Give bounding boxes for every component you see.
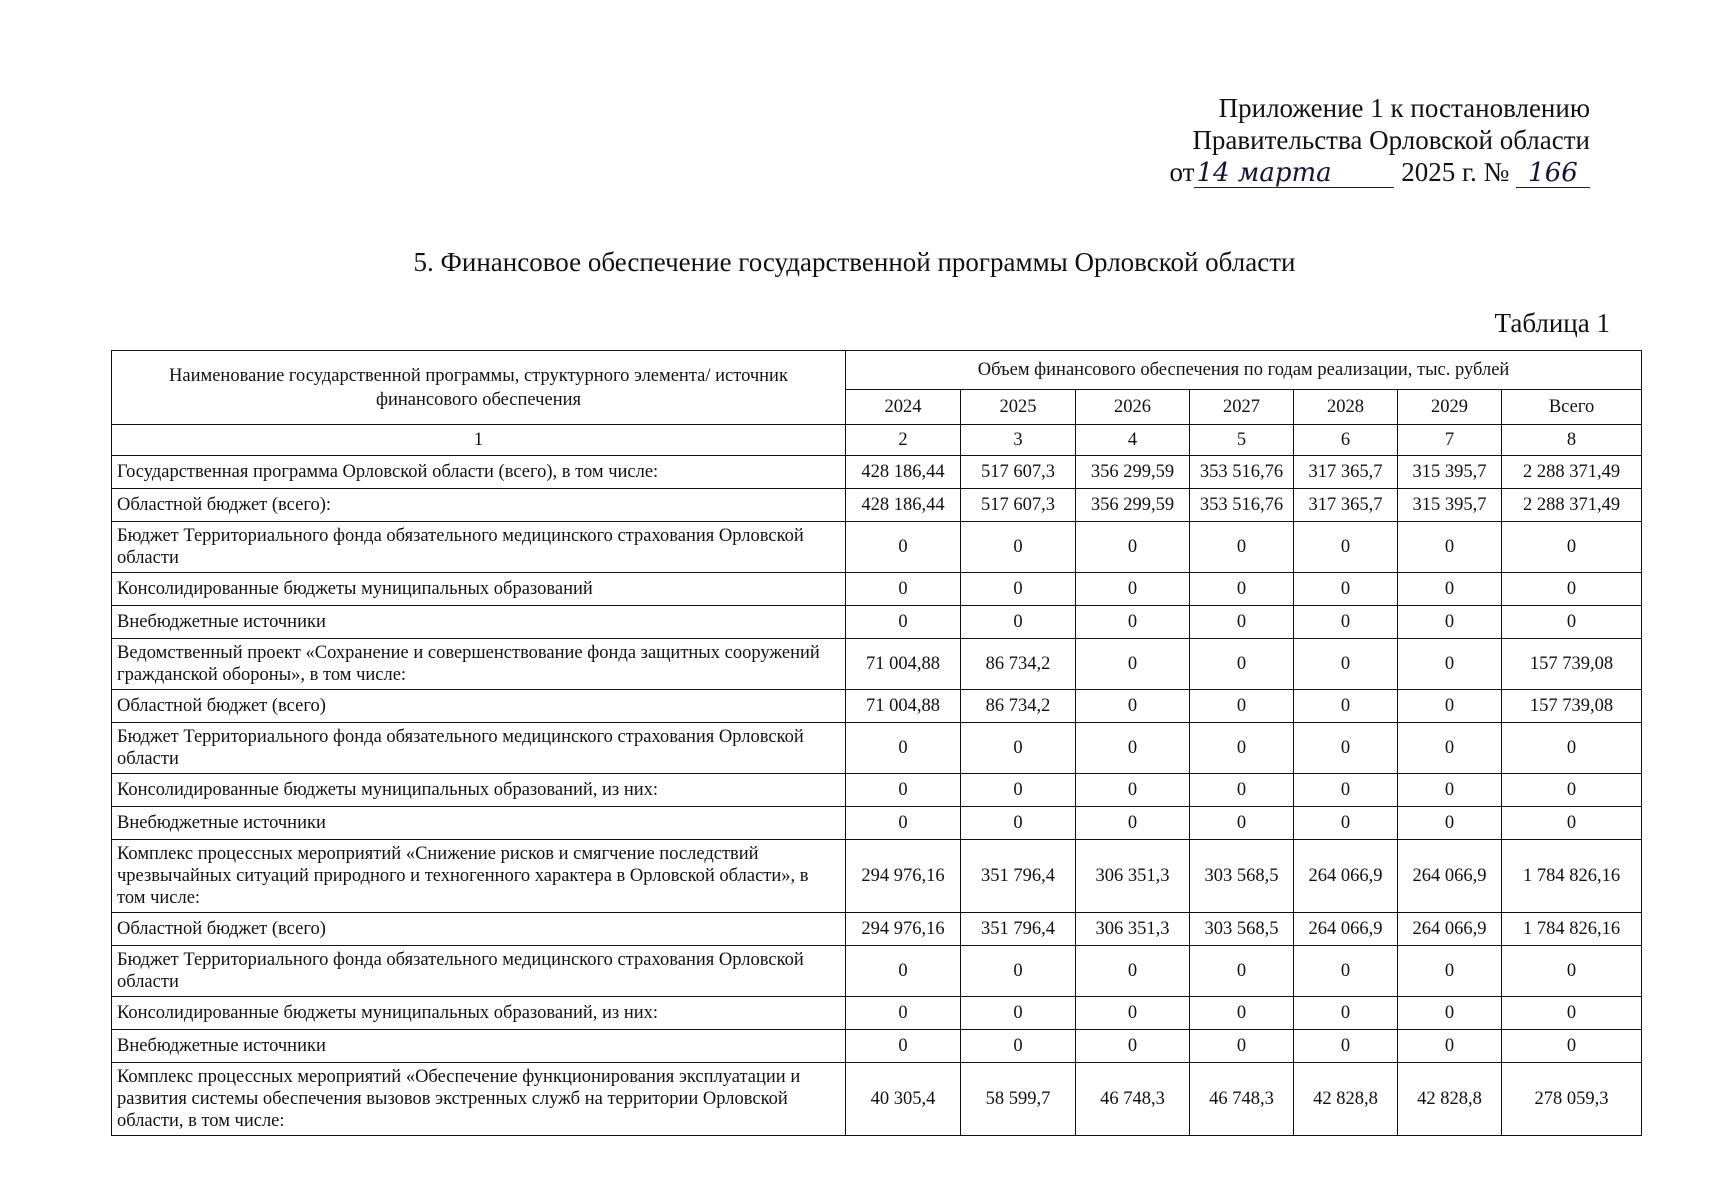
annex-block — [1090, 92, 1590, 188]
table-row — [112, 489, 1642, 522]
value-cell: 0 — [1076, 690, 1190, 723]
value-cell: 0 — [1294, 946, 1398, 997]
row-name: Внебюджетные источники — [112, 807, 846, 840]
value-cell: 0 — [1502, 573, 1642, 606]
year-header: 2026 — [1076, 390, 1190, 425]
value-cell: 278 059,3 — [1502, 1063, 1642, 1136]
value-cell: 0 — [1294, 807, 1398, 840]
row-name: Бюджет Территориального фонда обязательного медицинского страхования Орловской области — [112, 723, 846, 774]
value-cell: 0 — [1190, 807, 1294, 840]
value-cell: 294 976,16 — [846, 913, 961, 946]
value-cell: 0 — [961, 807, 1076, 840]
table-row — [112, 1063, 1642, 1136]
value-cell: 0 — [1076, 639, 1190, 690]
value-cell: 42 828,8 — [1398, 1063, 1502, 1136]
value-cell: 356 299,59 — [1076, 456, 1190, 489]
value-cell: 0 — [1398, 573, 1502, 606]
row-name: Ведомственный проект «Сохранение и совершенствование фонда защитных сооружений гражданской обороны», в том числе: — [112, 639, 846, 690]
value-cell: 0 — [846, 573, 961, 606]
value-cell: 0 — [846, 1030, 961, 1063]
value-cell: 0 — [1294, 997, 1398, 1030]
value-cell: 0 — [1398, 1030, 1502, 1063]
value-cell: 264 066,9 — [1294, 913, 1398, 946]
value-cell: 0 — [1294, 774, 1398, 807]
value-cell: 353 516,76 — [1190, 456, 1294, 489]
value-cell: 0 — [1076, 946, 1190, 997]
value-cell: 0 — [1294, 606, 1398, 639]
value-cell: 517 607,3 — [961, 456, 1076, 489]
value-cell: 428 186,44 — [846, 489, 961, 522]
year-header: 2024 — [846, 390, 961, 425]
value-cell: 0 — [1076, 522, 1190, 573]
value-cell: 294 976,16 — [846, 840, 961, 913]
table-row — [112, 723, 1642, 774]
value-cell: 0 — [961, 573, 1076, 606]
year-header: Всего — [1502, 390, 1642, 425]
value-cell: 0 — [1294, 1030, 1398, 1063]
value-cell: 0 — [1190, 946, 1294, 997]
value-cell: 317 365,7 — [1294, 456, 1398, 489]
value-cell: 353 516,76 — [1190, 489, 1294, 522]
column-number: 6 — [1294, 425, 1398, 456]
value-cell: 0 — [846, 946, 961, 997]
table-row — [112, 690, 1642, 723]
row-name: Областной бюджет (всего) — [112, 690, 846, 723]
value-cell: 0 — [1398, 522, 1502, 573]
section-heading: 5. Финансовое обеспечение государственной программы Орловской области — [413, 247, 1296, 277]
row-name: Консолидированные бюджеты муниципальных образований, из них: — [112, 774, 846, 807]
value-cell: 0 — [1190, 606, 1294, 639]
value-cell: 0 — [1076, 997, 1190, 1030]
value-cell: 71 004,88 — [846, 690, 961, 723]
annex-year: 2025 г. № — [1401, 157, 1510, 187]
value-cell: 2 288 371,49 — [1502, 489, 1642, 522]
table-row — [112, 456, 1642, 489]
value-cell: 0 — [1294, 723, 1398, 774]
row-name: Консолидированные бюджеты муниципальных образований — [112, 573, 846, 606]
value-cell: 264 066,9 — [1294, 840, 1398, 913]
value-cell: 0 — [1398, 807, 1502, 840]
value-cell: 40 305,4 — [846, 1063, 961, 1136]
annex-line-2: Правительства Орловской области — [1192, 125, 1590, 155]
value-cell: 0 — [1502, 774, 1642, 807]
value-cell: 303 568,5 — [1190, 840, 1294, 913]
table-row — [112, 639, 1642, 690]
value-cell: 0 — [1190, 522, 1294, 573]
annex-line-3 — [1090, 156, 1590, 188]
annex-line-1: Приложение 1 к постановлению — [1218, 93, 1590, 123]
value-cell: 157 739,08 — [1502, 639, 1642, 690]
value-cell: 2 288 371,49 — [1502, 456, 1642, 489]
column-number: 2 — [846, 425, 961, 456]
value-cell: 0 — [1398, 774, 1502, 807]
value-cell: 58 599,7 — [961, 1063, 1076, 1136]
value-cell: 0 — [1502, 807, 1642, 840]
table-row — [112, 913, 1642, 946]
value-cell: 0 — [1076, 774, 1190, 807]
table-row — [112, 1030, 1642, 1063]
handwritten-number: 166 — [1516, 159, 1590, 188]
table-row — [112, 573, 1642, 606]
column-number: 5 — [1190, 425, 1294, 456]
value-cell: 0 — [1190, 1030, 1294, 1063]
value-cell: 0 — [961, 1030, 1076, 1063]
value-cell: 0 — [961, 997, 1076, 1030]
volume-header: Объем финансового обеспечения по годам реализации, тыс. рублей — [846, 351, 1642, 390]
value-cell: 351 796,4 — [961, 913, 1076, 946]
annex-prefix: от — [1169, 157, 1195, 187]
value-cell: 0 — [1502, 723, 1642, 774]
value-cell: 157 739,08 — [1502, 690, 1642, 723]
year-header: 2027 — [1190, 390, 1294, 425]
column-number: 4 — [1076, 425, 1190, 456]
value-cell: 0 — [1076, 723, 1190, 774]
value-cell: 0 — [1294, 573, 1398, 606]
value-cell: 0 — [846, 997, 961, 1030]
table-row — [112, 946, 1642, 997]
value-cell: 0 — [1398, 639, 1502, 690]
value-cell: 264 066,9 — [1398, 840, 1502, 913]
value-cell: 0 — [846, 774, 961, 807]
column-number: 8 — [1502, 425, 1642, 456]
value-cell: 517 607,3 — [961, 489, 1076, 522]
value-cell: 0 — [846, 807, 961, 840]
column-number: 3 — [961, 425, 1076, 456]
value-cell: 0 — [1076, 807, 1190, 840]
value-cell: 0 — [1076, 573, 1190, 606]
value-cell: 0 — [1294, 522, 1398, 573]
value-cell: 0 — [1502, 946, 1642, 997]
value-cell: 0 — [1398, 997, 1502, 1030]
value-cell: 0 — [1190, 723, 1294, 774]
value-cell: 0 — [1190, 690, 1294, 723]
value-cell: 1 784 826,16 — [1502, 913, 1642, 946]
value-cell: 0 — [1502, 606, 1642, 639]
row-name: Областной бюджет (всего) — [112, 913, 846, 946]
value-cell: 0 — [846, 606, 961, 639]
value-cell: 0 — [961, 774, 1076, 807]
value-cell: 0 — [1398, 690, 1502, 723]
value-cell: 428 186,44 — [846, 456, 961, 489]
table-row — [112, 522, 1642, 573]
table-row — [112, 840, 1642, 913]
row-name: Бюджет Территориального фонда обязательного медицинского страхования Орловской области — [112, 522, 846, 573]
value-cell: 264 066,9 — [1398, 913, 1502, 946]
value-cell: 0 — [1190, 997, 1294, 1030]
value-cell: 0 — [1502, 522, 1642, 573]
value-cell: 1 784 826,16 — [1502, 840, 1642, 913]
value-cell: 0 — [961, 723, 1076, 774]
value-cell: 0 — [1502, 1030, 1642, 1063]
value-cell: 0 — [1190, 639, 1294, 690]
value-cell: 0 — [1398, 946, 1502, 997]
value-cell: 0 — [1398, 606, 1502, 639]
value-cell: 315 395,7 — [1398, 489, 1502, 522]
table-row — [112, 774, 1642, 807]
value-cell: 0 — [961, 522, 1076, 573]
value-cell: 0 — [961, 606, 1076, 639]
row-name: Консолидированные бюджеты муниципальных образований, из них: — [112, 997, 846, 1030]
value-cell: 0 — [1190, 774, 1294, 807]
value-cell: 86 734,2 — [961, 639, 1076, 690]
value-cell: 0 — [846, 522, 961, 573]
row-name: Бюджет Территориального фонда обязательного медицинского страхования Орловской области — [112, 946, 846, 997]
value-cell: 0 — [1190, 573, 1294, 606]
value-cell: 0 — [1398, 723, 1502, 774]
value-cell: 42 828,8 — [1294, 1063, 1398, 1136]
year-header: 2029 — [1398, 390, 1502, 425]
value-cell: 46 748,3 — [1076, 1063, 1190, 1136]
row-name: Комплекс процессных мероприятий «Обеспечение функционирования эксплуатации и развития системы обеспечения вызовов экстренных служб на территории Орловской области, в том числе: — [112, 1063, 846, 1136]
row-name: Внебюджетные источники — [112, 1030, 846, 1063]
table-caption: Таблица 1 — [1494, 308, 1610, 338]
row-name: Внебюджетные источники — [112, 606, 846, 639]
value-cell: 317 365,7 — [1294, 489, 1398, 522]
value-cell: 306 351,3 — [1076, 913, 1190, 946]
value-cell: 315 395,7 — [1398, 456, 1502, 489]
table-row — [112, 807, 1642, 840]
value-cell: 0 — [1294, 639, 1398, 690]
table-body — [112, 425, 1642, 1136]
year-header: 2028 — [1294, 390, 1398, 425]
value-cell: 303 568,5 — [1190, 913, 1294, 946]
value-cell: 0 — [961, 946, 1076, 997]
table-row — [112, 606, 1642, 639]
row-name: Комплекс процессных мероприятий «Снижение рисков и смягчение последствий чрезвычайных ситуаций природного и техногенного характера в Орловской области», в том числе: — [112, 840, 846, 913]
column-number-row — [112, 425, 1642, 456]
value-cell: 306 351,3 — [1076, 840, 1190, 913]
value-cell: 0 — [846, 723, 961, 774]
value-cell: 86 734,2 — [961, 690, 1076, 723]
value-cell: 356 299,59 — [1076, 489, 1190, 522]
column-number: 7 — [1398, 425, 1502, 456]
year-header: 2025 — [961, 390, 1076, 425]
column-number: 1 — [112, 425, 846, 456]
name-column-header: Наименование государственной программы, структурного элемента/ источник финансового обеспечения — [112, 351, 846, 425]
value-cell: 71 004,88 — [846, 639, 961, 690]
value-cell: 0 — [1076, 606, 1190, 639]
value-cell: 46 748,3 — [1190, 1063, 1294, 1136]
row-name: Государственная программа Орловской области (всего), в том числе: — [112, 456, 846, 489]
value-cell: 0 — [1294, 690, 1398, 723]
value-cell: 0 — [1076, 1030, 1190, 1063]
value-cell: 0 — [1502, 997, 1642, 1030]
financing-table — [111, 350, 1642, 1136]
table-row — [112, 997, 1642, 1030]
value-cell: 351 796,4 — [961, 840, 1076, 913]
row-name: Областной бюджет (всего): — [112, 489, 846, 522]
handwritten-date: 14 марта — [1194, 159, 1394, 188]
